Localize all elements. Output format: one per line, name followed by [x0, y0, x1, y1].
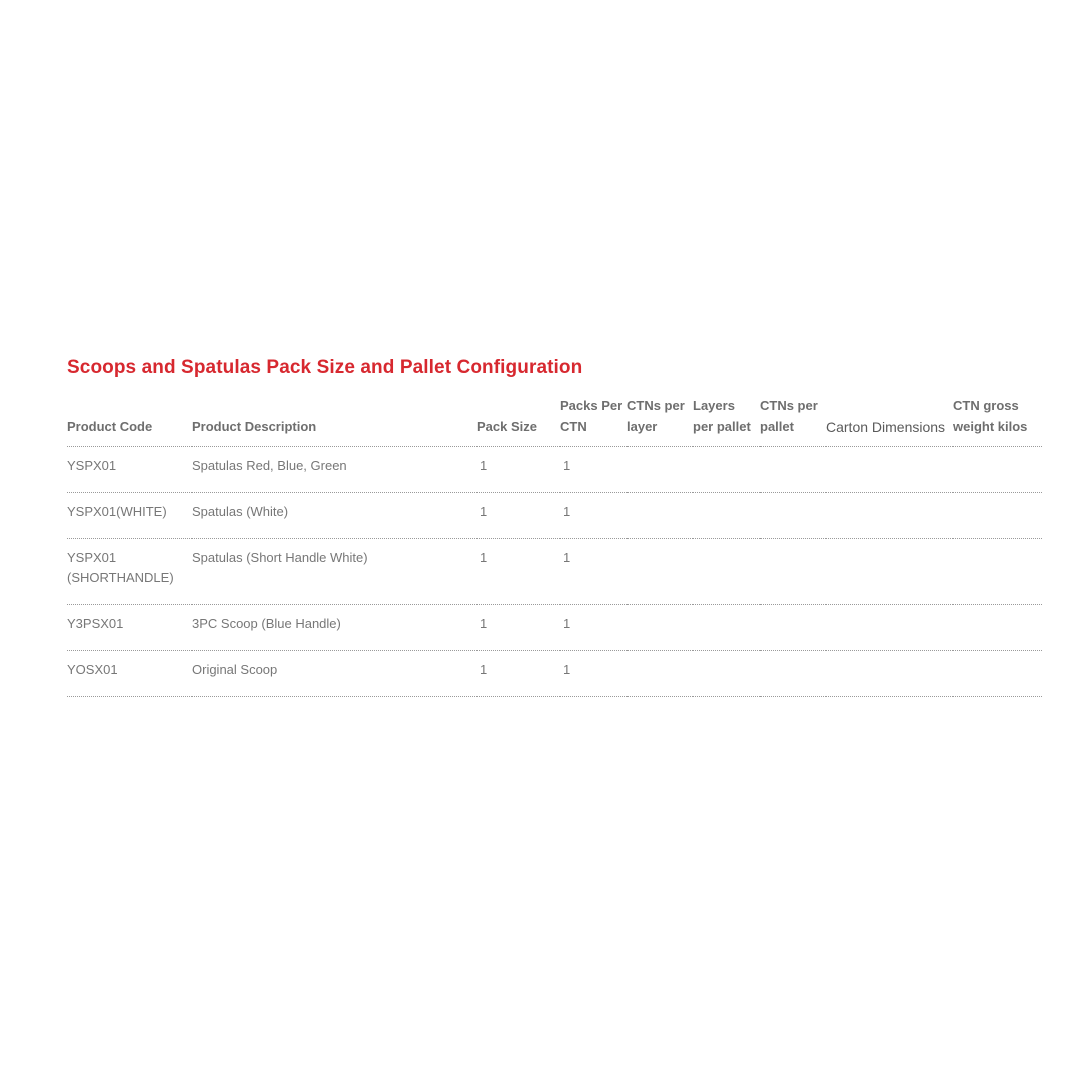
- cell-ctns-per-pallet: [760, 493, 826, 539]
- cell-ctns-per-layer: [627, 447, 693, 493]
- cell-carton-dimensions: [826, 651, 953, 697]
- cell-pack-size: 1: [477, 493, 560, 539]
- header-ctns-per-layer: CTNs per layer: [627, 396, 693, 447]
- cell-product-code: YSPX01(WHITE): [67, 493, 192, 539]
- header-carton-dimensions: Carton Dimensions: [826, 396, 953, 447]
- table-row: [67, 651, 1042, 697]
- cell-pack-size: 1: [477, 539, 560, 605]
- cell-ctns-per-layer: [627, 539, 693, 605]
- cell-product-description: Original Scoop: [192, 651, 477, 697]
- cell-product-description: 3PC Scoop (Blue Handle): [192, 605, 477, 651]
- cell-ctns-per-pallet: [760, 651, 826, 697]
- cell-layers-per-pallet: [693, 493, 760, 539]
- pallet-config-section: [67, 354, 1042, 697]
- cell-ctns-per-pallet: [760, 447, 826, 493]
- cell-product-description: Spatulas Red, Blue, Green: [192, 447, 477, 493]
- cell-ctn-gross-weight: [953, 605, 1042, 651]
- cell-layers-per-pallet: [693, 605, 760, 651]
- cell-ctn-gross-weight: [953, 539, 1042, 605]
- cell-layers-per-pallet: [693, 651, 760, 697]
- cell-layers-per-pallet: [693, 447, 760, 493]
- header-layers-per-pallet: Layers per pallet: [693, 396, 760, 447]
- cell-carton-dimensions: [826, 493, 953, 539]
- cell-packs-per-ctn: 1: [560, 651, 627, 697]
- cell-pack-size: 1: [477, 447, 560, 493]
- cell-product-description: Spatulas (Short Handle White): [192, 539, 477, 605]
- cell-ctns-per-pallet: [760, 539, 826, 605]
- cell-ctn-gross-weight: [953, 493, 1042, 539]
- cell-packs-per-ctn: 1: [560, 493, 627, 539]
- cell-layers-per-pallet: [693, 539, 760, 605]
- header-product-description: Product Description: [192, 396, 477, 447]
- cell-carton-dimensions: [826, 605, 953, 651]
- pallet-config-table: [67, 396, 1042, 697]
- cell-pack-size: 1: [477, 651, 560, 697]
- cell-product-code: YOSX01: [67, 651, 192, 697]
- cell-ctn-gross-weight: [953, 447, 1042, 493]
- header-pack-size: Pack Size: [477, 396, 560, 447]
- cell-product-code: YSPX01 (SHORTHANDLE): [67, 539, 192, 605]
- table-row: [67, 493, 1042, 539]
- table-row: [67, 539, 1042, 605]
- cell-product-description: Spatulas (White): [192, 493, 477, 539]
- cell-ctns-per-layer: [627, 605, 693, 651]
- section-title: Scoops and Spatulas Pack Size and Pallet Configuration: [67, 357, 583, 378]
- table-row: [67, 605, 1042, 651]
- cell-carton-dimensions: [826, 539, 953, 605]
- table-header-row: [67, 396, 1042, 447]
- cell-ctn-gross-weight: [953, 651, 1042, 697]
- cell-pack-size: 1: [477, 605, 560, 651]
- cell-product-code: Y3PSX01: [67, 605, 192, 651]
- header-product-code: Product Code: [67, 396, 192, 447]
- cell-ctns-per-layer: [627, 651, 693, 697]
- header-packs-per-ctn: Packs Per CTN: [560, 396, 627, 447]
- cell-ctns-per-pallet: [760, 605, 826, 651]
- cell-carton-dimensions: [826, 447, 953, 493]
- cell-packs-per-ctn: 1: [560, 539, 627, 605]
- header-ctn-gross-weight: CTN gross weight kilos: [953, 396, 1042, 447]
- cell-ctns-per-layer: [627, 493, 693, 539]
- table-row: [67, 447, 1042, 493]
- cell-product-code: YSPX01: [67, 447, 192, 493]
- header-ctns-per-pallet: CTNs per pallet: [760, 396, 826, 447]
- cell-packs-per-ctn: 1: [560, 447, 627, 493]
- cell-packs-per-ctn: 1: [560, 605, 627, 651]
